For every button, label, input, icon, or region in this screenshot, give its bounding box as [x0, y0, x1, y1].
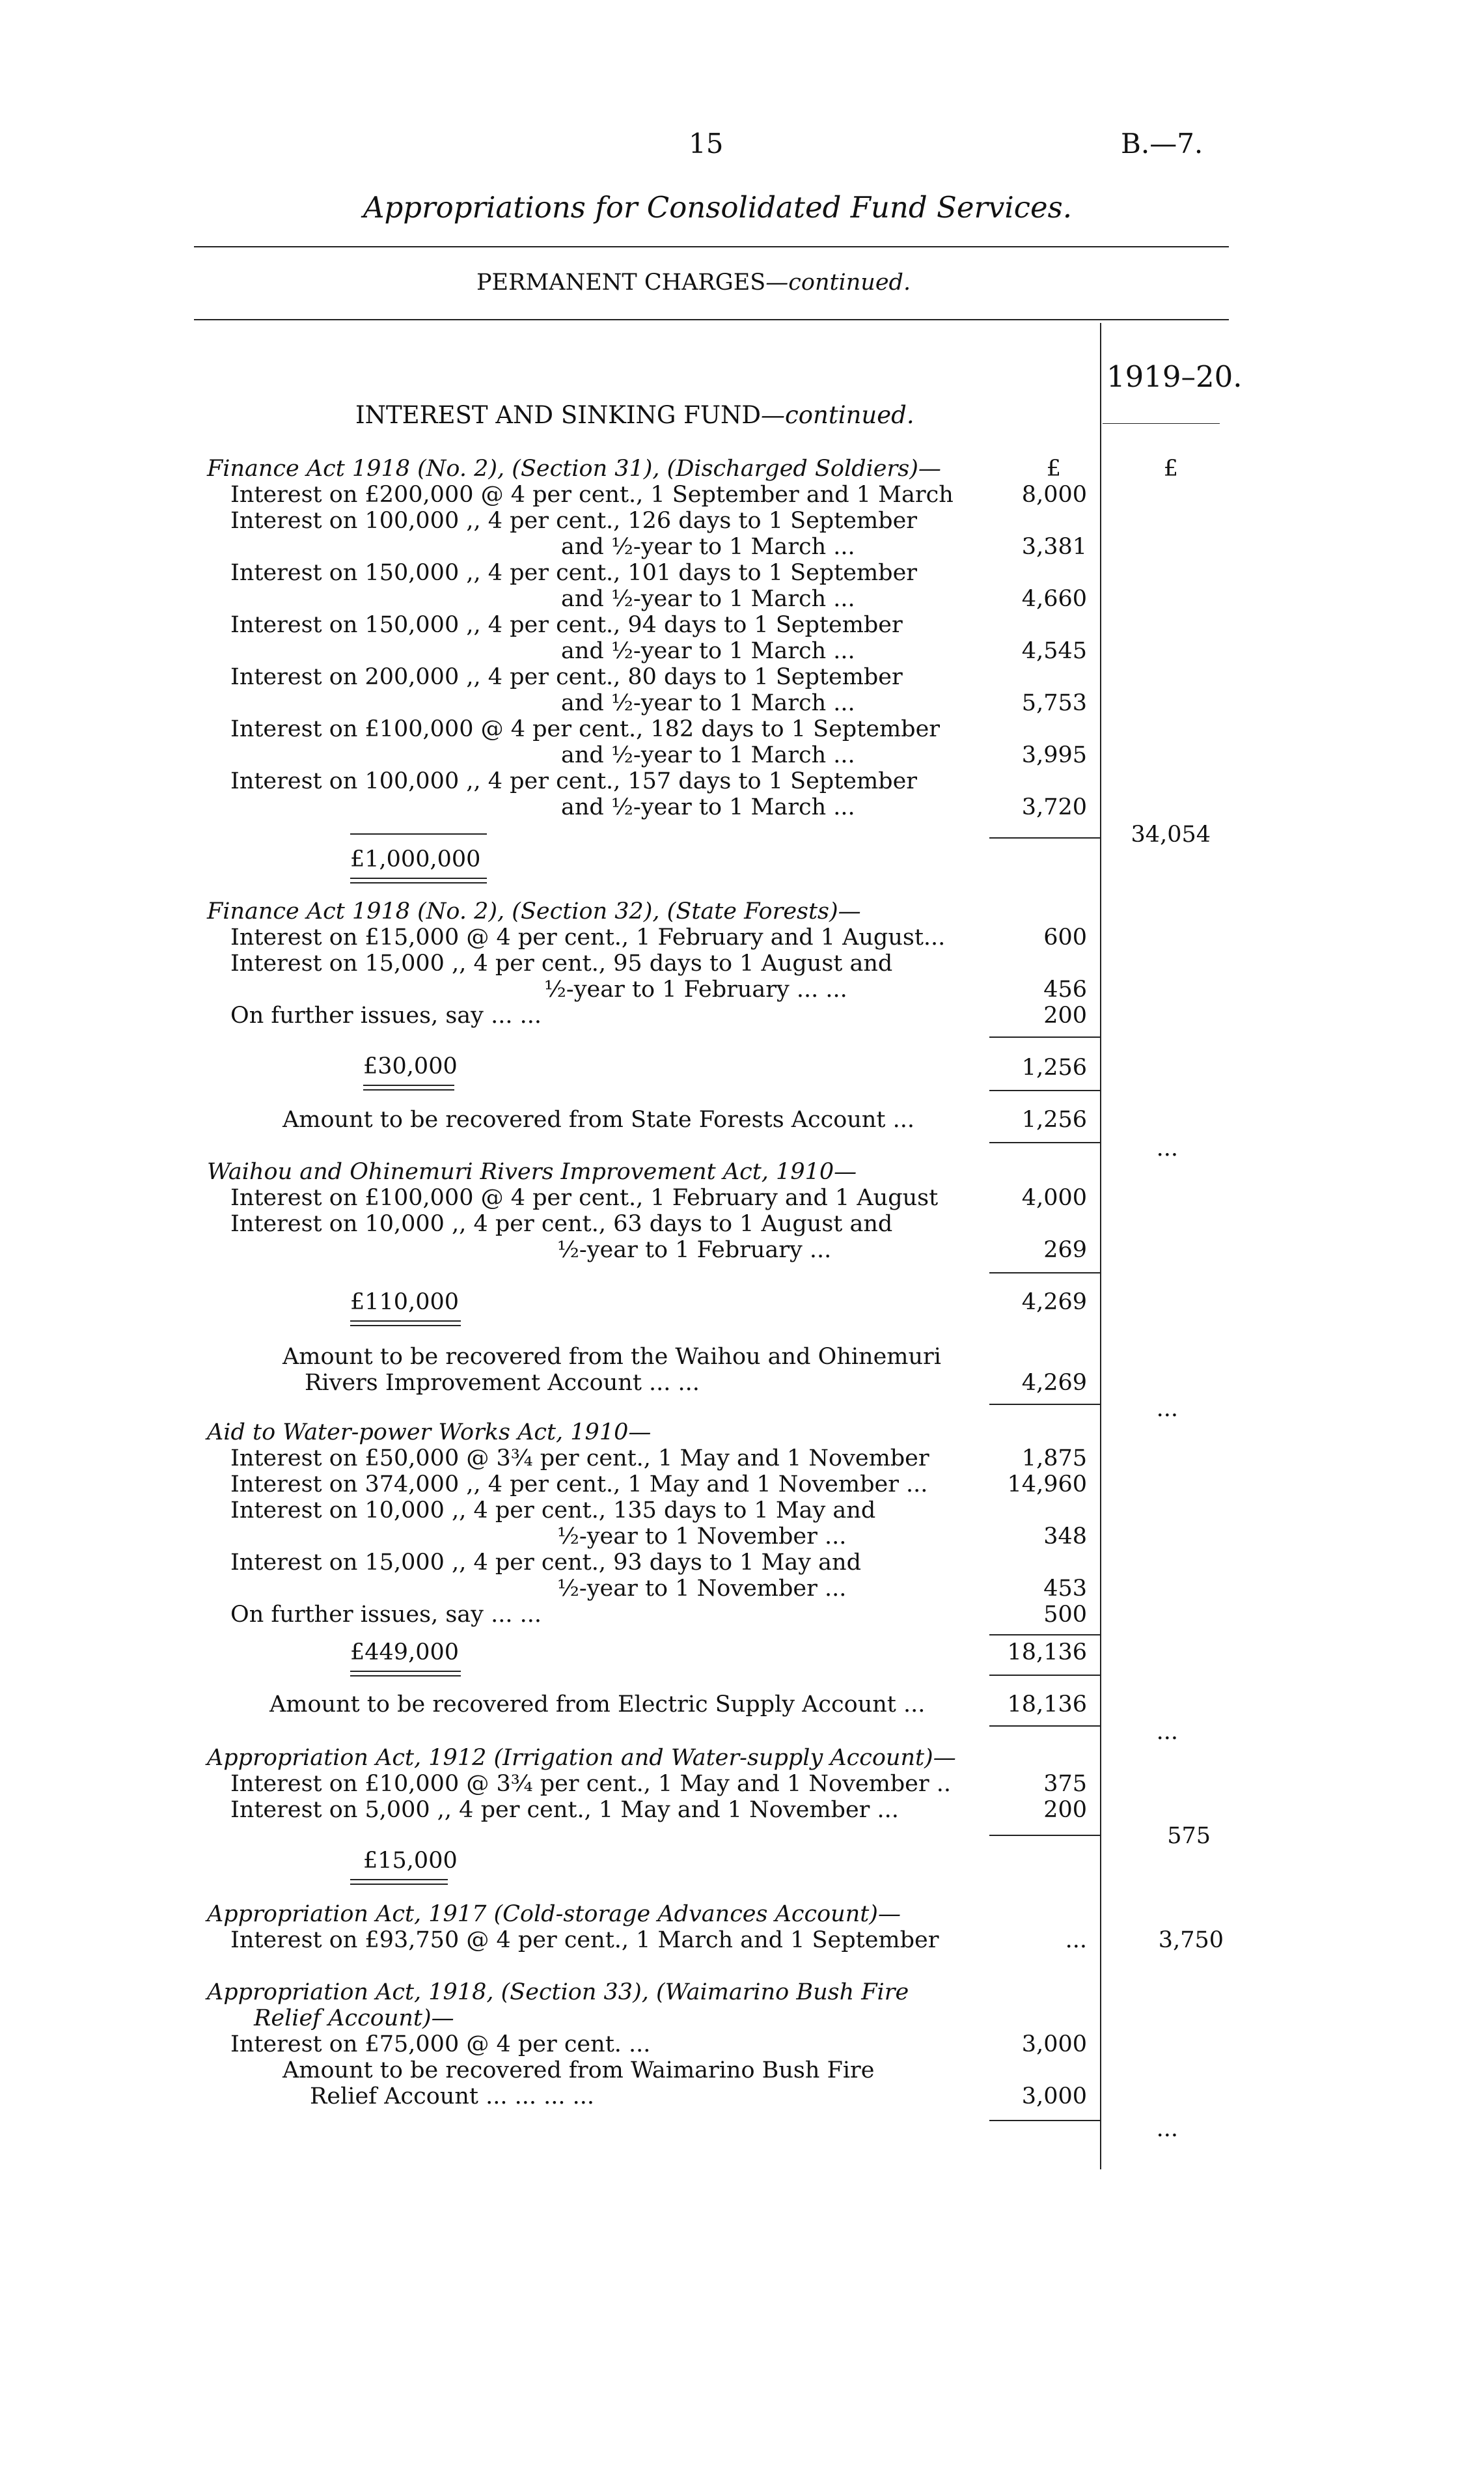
year-column-label: 1919–20. — [1106, 359, 1243, 394]
block4-line: ½-year to 1 November ... — [557, 1523, 847, 1550]
block1-line: and ½-year to 1 March ... — [561, 638, 855, 664]
pound-sign-right: £ — [1163, 456, 1178, 482]
block4-line: Interest on 15,000 ,, 4 per cent., 93 days to 1 May and — [230, 1550, 861, 1576]
block2-line: On further issues, say ... ... — [230, 1003, 542, 1029]
block1-line: Interest on 150,000 ,, 4 per cent., 94 days to 1 September — [230, 612, 903, 638]
block1-line: and ½-year to 1 March ... — [561, 586, 855, 612]
block6-line: Interest on £93,750 @ 4 per cent., 1 March and 1 September — [230, 1927, 939, 1953]
block4-recovery-rule — [989, 1725, 1100, 1727]
block1-year-total: 34,054 — [1131, 822, 1211, 848]
block1-line: and ½-year to 1 March ... — [561, 794, 855, 820]
block3-value: 269 — [1043, 1237, 1087, 1263]
block5-year-total: 575 — [1167, 1823, 1211, 1849]
block3-principal-double-rule — [350, 1320, 461, 1326]
block2-year-total: ... — [1156, 1135, 1178, 1161]
block2-value: 600 — [1043, 925, 1087, 951]
block4-line: ½-year to 1 November ... — [557, 1576, 847, 1602]
block4-value: 348 — [1043, 1523, 1087, 1550]
block5-value: 375 — [1043, 1771, 1087, 1797]
page-title: Appropriations for Consolidated Fund Services. — [363, 190, 1073, 225]
block1-value: 4,545 — [1021, 638, 1087, 664]
section-heading — [355, 401, 914, 429]
block7-value: 3,000 — [1021, 2031, 1087, 2057]
block5-title: Appropriation Act, 1912 (Irrigation and Water-supply Account)— — [207, 1745, 956, 1771]
block2-principal-double-rule — [363, 1085, 454, 1091]
block5-principal-double-rule — [350, 1879, 448, 1885]
subtitle-rule — [194, 319, 1229, 320]
block6-title: Appropriation Act, 1917 (Cold-storage Advances Account)— — [207, 1901, 901, 1927]
block1-line: Interest on £100,000 @ 4 per cent., 182 days to 1 September — [230, 716, 941, 742]
block1-value: 4,660 — [1021, 586, 1087, 612]
block1-value: 8,000 — [1021, 482, 1087, 508]
block2-value: 200 — [1043, 1003, 1087, 1029]
block7-value: 3,000 — [1021, 2083, 1087, 2109]
block4-year-total: ... — [1156, 1719, 1178, 1745]
block7-line: Interest on £75,000 @ 4 per cent. ... — [230, 2031, 651, 2057]
block4-values-rule — [989, 1634, 1100, 1635]
section-heading-main: INTEREST AND SINKING FUND — [355, 401, 762, 429]
block2-line: Interest on £15,000 @ 4 per cent., 1 February and 1 August... — [230, 925, 946, 951]
block1-line: Interest on £200,000 @ 4 per cent., 1 September and 1 March — [230, 482, 954, 508]
block2-line: ½-year to 1 February ... ... — [544, 977, 847, 1003]
section-heading-continued: —continued. — [761, 401, 914, 429]
block1-value: 3,995 — [1021, 742, 1087, 768]
block1-principal-total: £1,000,000 — [350, 846, 481, 872]
block1-principal-double-rule — [350, 878, 487, 883]
block1-principal-rule — [350, 833, 487, 835]
block1-line: Interest on 100,000 ,, 4 per cent., 157 days to 1 September — [230, 768, 918, 794]
block3-subtotal: 4,269 — [1021, 1289, 1087, 1315]
document-reference: B.—7. — [1121, 128, 1203, 160]
block2-value: 456 — [1043, 977, 1087, 1003]
page-subtitle — [476, 270, 911, 296]
block3-value: 4,000 — [1021, 1185, 1087, 1211]
block4-principal-double-rule — [350, 1671, 461, 1676]
block5-values-rule — [989, 1835, 1100, 1836]
block2-subtotal: 1,256 — [1021, 1055, 1087, 1081]
block1-line: Interest on 150,000 ,, 4 per cent., 101 days to 1 September — [230, 560, 918, 586]
block4-title: Aid to Water-power Works Act, 1910— — [207, 1419, 652, 1445]
block1-line: Interest on 100,000 ,, 4 per cent., 126 days to 1 September — [230, 508, 918, 534]
block7-values-rule — [989, 2120, 1100, 2121]
block4-value: 500 — [1043, 1602, 1087, 1628]
block7-line: Relief Account ... ... ... ... — [310, 2083, 594, 2109]
block3-year-total: ... — [1156, 1396, 1178, 1422]
pound-sign-left: £ — [1046, 456, 1061, 482]
block2-principal-total: £30,000 — [363, 1053, 458, 1079]
title-rule — [194, 246, 1229, 247]
block4-line: Interest on £50,000 @ 3¾ per cent., 1 May and 1 November — [230, 1445, 929, 1471]
block3-recovery-rule — [989, 1404, 1100, 1405]
block5-principal-total: £15,000 — [363, 1848, 458, 1874]
block7-line: Amount to be recovered from Waimarino Bush Fire — [282, 2057, 875, 2083]
block4-line: Interest on 374,000 ,, 4 per cent., 1 May and 1 November ... — [230, 1471, 928, 1497]
block4-line: Interest on 10,000 ,, 4 per cent., 135 days to 1 May and — [230, 1497, 876, 1523]
block7-title: Relief Account)— — [254, 2005, 454, 2031]
block4-value: 14,960 — [1007, 1471, 1087, 1497]
block5-line: Interest on 5,000 ,, 4 per cent., 1 May and 1 November ... — [230, 1797, 899, 1823]
block4-value: 453 — [1043, 1576, 1087, 1602]
block7-title: Appropriation Act, 1918, (Section 33), (Waimarino Bush Fire — [207, 1979, 909, 2005]
block3-values-rule — [989, 1272, 1100, 1273]
block3-title: Waihou and Ohinemuri Rivers Improvement Act, 1910— — [207, 1159, 857, 1185]
block1-line: and ½-year to 1 March ... — [561, 690, 855, 716]
block4-subtotal: 18,136 — [1007, 1639, 1087, 1665]
block3-recovery-value: 4,269 — [1021, 1370, 1087, 1396]
block4-principal-total: £449,000 — [350, 1639, 460, 1665]
block4-recovery-value: 18,136 — [1007, 1691, 1087, 1718]
block2-recovery-rule — [989, 1142, 1100, 1143]
block2-title: Finance Act 1918 (No. 2), (Section 32), (State Forests)— — [207, 898, 861, 925]
block4-line: On further issues, say ... ... — [230, 1602, 542, 1628]
block7-year-total: ... — [1156, 2116, 1178, 2142]
block1-value: 5,753 — [1021, 690, 1087, 716]
block1-line: Interest on 200,000 ,, 4 per cent., 80 days to 1 September — [230, 664, 903, 690]
block1-line: and ½-year to 1 March ... — [561, 742, 855, 768]
subtitle-main: PERMANENT CHARGES — [476, 270, 766, 296]
block1-title: Finance Act 1918 (No. 2), (Section 31), (Discharged Soldiers)— — [207, 456, 941, 482]
block3-line: ½-year to 1 February ... — [557, 1237, 832, 1263]
block3-recovery-line: Amount to be recovered from the Waihou and Ohinemuri — [282, 1344, 941, 1370]
block3-recovery-line: Rivers Improvement Account ... ... — [305, 1370, 700, 1396]
block3-line: Interest on £100,000 @ 4 per cent., 1 February and 1 August — [230, 1185, 939, 1211]
block6-year-total: 3,750 — [1158, 1927, 1224, 1953]
block2-recovery-value: 1,256 — [1021, 1107, 1087, 1133]
year-column-divider — [1100, 323, 1101, 2169]
block1-line: and ½-year to 1 March ... — [561, 534, 855, 560]
block2-recovery-line: Amount to be recovered from State Forests Account ... — [282, 1107, 914, 1133]
block5-value: 200 — [1043, 1797, 1087, 1823]
block5-line: Interest on £10,000 @ 3¾ per cent., 1 May and 1 November .. — [230, 1771, 951, 1797]
block4-subtotal-rule — [989, 1675, 1100, 1676]
block3-principal-total: £110,000 — [350, 1289, 460, 1315]
block2-subtotal-rule — [989, 1090, 1100, 1091]
block6-value: ... — [1065, 1927, 1087, 1953]
year-column-rule — [1103, 423, 1220, 424]
block4-recovery-line: Amount to be recovered from Electric Supply Account ... — [269, 1691, 926, 1718]
block3-line: Interest on 10,000 ,, 4 per cent., 63 days to 1 August and — [230, 1211, 893, 1237]
page-number: 15 — [689, 128, 724, 160]
block2-line: Interest on 15,000 ,, 4 per cent., 95 days to 1 August and — [230, 951, 893, 977]
subtitle-continued: —continued. — [765, 270, 911, 296]
block4-value: 1,875 — [1021, 1445, 1087, 1471]
block2-values-rule — [989, 1036, 1100, 1038]
block1-values-rule — [989, 837, 1100, 839]
block1-value: 3,381 — [1021, 534, 1087, 560]
block1-value: 3,720 — [1021, 794, 1087, 820]
